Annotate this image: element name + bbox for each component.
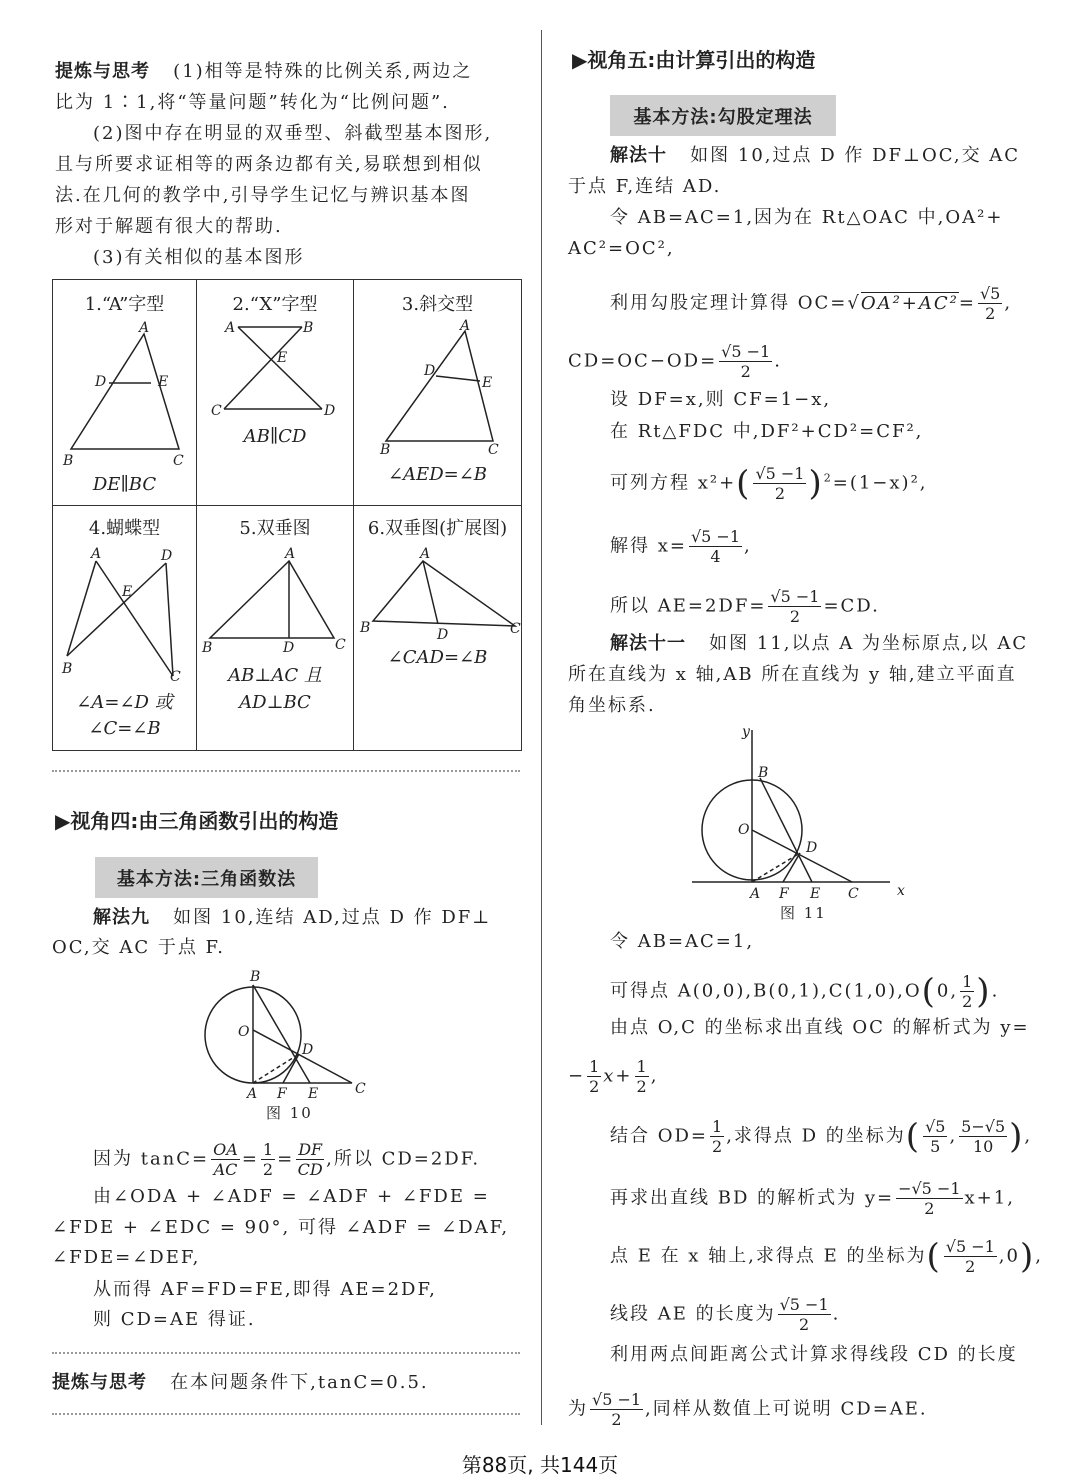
- x-shape-diagram: [197, 280, 353, 506]
- cell-title: 2.“X”字型: [232, 294, 318, 315]
- cell-title: 1.“A”字型: [84, 294, 165, 315]
- text: 线段 AE 的长度为: [610, 1303, 776, 1325]
- text: 0,: [936, 980, 959, 1002]
- figure-10: [195, 970, 395, 1100]
- cell-caption: ∠C=∠B: [88, 718, 161, 739]
- cell-caption: AB∥CD: [243, 426, 307, 447]
- cell-title: 3.斜交型: [401, 294, 474, 315]
- figure-cell-oblique: [354, 280, 522, 506]
- svg-text:D: D: [95, 374, 107, 390]
- svg-text:E: E: [308, 1086, 319, 1100]
- distance-line: 利用两点间距离公式计算求得线段 CD 的长度: [610, 1344, 1018, 1365]
- sol10-line-1: 于点 F,连结 AD.: [568, 176, 722, 197]
- cell-title: 4.蝴蝶型: [88, 518, 161, 539]
- think1-line-2: (2)图中存在明显的双垂型、斜截型基本图形,: [93, 123, 493, 144]
- svg-text:A: A: [420, 546, 431, 562]
- radicand: OA²+AC²: [860, 292, 959, 314]
- text: .: [774, 350, 782, 372]
- svg-text:C: C: [173, 453, 184, 469]
- svg-text:E: E: [277, 350, 288, 366]
- similar-figures-table: [52, 279, 522, 751]
- let-line: 令 AB=AC=1,: [610, 931, 755, 952]
- svg-text:O: O: [238, 1024, 250, 1040]
- fraction: $\frac{OA}{AC}$: [213, 1140, 238, 1179]
- paren: ): [1019, 1236, 1036, 1277]
- cell-caption: AB⊥AC 且: [228, 665, 322, 686]
- svg-text:B: B: [360, 620, 371, 636]
- dotted-divider: [52, 1352, 520, 1354]
- ae-length-line: [610, 1295, 840, 1334]
- svg-text:D: D: [161, 548, 173, 564]
- sqrt: √: [847, 292, 861, 314]
- text: 利用勾股定理计算得 OC=: [610, 292, 848, 314]
- paren: (: [921, 971, 937, 1012]
- extended-diagram: [354, 506, 525, 752]
- svg-text:y: y: [742, 724, 750, 740]
- text: ,: [744, 535, 752, 557]
- paren: (: [926, 1236, 942, 1277]
- svg-text:x: x: [897, 883, 905, 899]
- bd-equation-line: [610, 1179, 1015, 1218]
- svg-text:C: C: [211, 403, 222, 419]
- paren: ): [808, 463, 824, 504]
- cd-line: [568, 342, 782, 381]
- svg-text:B: B: [62, 661, 73, 677]
- svg-text:C: C: [848, 886, 859, 900]
- fraction: $\frac{DF}{CD}$: [297, 1140, 323, 1179]
- svg-text:C: C: [488, 442, 499, 458]
- text: 如图 11,以点 A 为坐标原点,以 AC: [709, 633, 1029, 654]
- tan-line: [93, 1140, 480, 1179]
- cell-title: 5.双垂图: [239, 518, 311, 539]
- fraction: $\frac{5-√5}{10}$: [961, 1117, 1006, 1156]
- points-line: [610, 972, 999, 1011]
- think2-label: 提炼与思考: [52, 1372, 147, 1393]
- sol10-line-2: 令 AB=AC=1,因为在 Rt△OAC 中,OA²+: [610, 207, 1004, 228]
- text: ,: [949, 1125, 958, 1147]
- text: .: [832, 1303, 841, 1325]
- fraction: $\frac{√5}{2}$: [979, 284, 1001, 323]
- cell-caption: ∠CAD=∠B: [387, 647, 488, 668]
- text: 为: [568, 1398, 588, 1420]
- svg-text:O: O: [738, 822, 750, 838]
- svg-text:B: B: [758, 765, 769, 781]
- text: x+1,: [964, 1187, 1015, 1209]
- svg-text:B: B: [202, 640, 213, 656]
- text: 因为 tanC=: [93, 1148, 210, 1170]
- sol9-line-1: OC,交 AC 于点 F.: [52, 937, 225, 958]
- cell-caption: ∠A=∠D 或: [76, 692, 173, 713]
- sol11-line-0: [610, 631, 1028, 657]
- fraction: $\frac{1}{2}$: [962, 972, 973, 1011]
- text: 解得 x=: [610, 535, 687, 557]
- think1-line-0: [55, 59, 472, 85]
- fraction: $\frac{√5 -1}{2}$: [755, 464, 805, 503]
- solve-line: [610, 527, 752, 566]
- svg-text:D: D: [324, 403, 336, 419]
- paren: (: [905, 1116, 922, 1157]
- think1-line-1: 比为 1∶1,将“等量问题”转化为“比例问题”.: [55, 92, 450, 113]
- double-perpendicular-diagram: [197, 506, 353, 752]
- rt-line: 在 Rt△FDC 中,DF²+CD²=CF²,: [610, 421, 924, 442]
- e-coordinate-line: [610, 1237, 1043, 1276]
- d-coordinate-line: [610, 1117, 1032, 1156]
- sol9-label: 解法九: [93, 907, 150, 928]
- figure-cell-x-shape: [197, 280, 354, 506]
- cell-title: 6.双垂图(扩展图): [367, 518, 508, 539]
- svg-text:D: D: [806, 840, 818, 856]
- text: ,: [1024, 1125, 1033, 1147]
- svg-text:C: C: [510, 621, 521, 637]
- oc-line: [610, 284, 1012, 323]
- text: (1)相等是特殊的比例关系,两边之: [173, 61, 473, 82]
- butterfly-diagram: [53, 506, 196, 752]
- svg-text:A: A: [247, 1086, 258, 1100]
- svg-text:F: F: [779, 886, 789, 900]
- text: 可列方程 x²+: [610, 472, 737, 494]
- text: ,同样从数值上可说明 CD=AE.: [645, 1398, 928, 1420]
- text: CD=OC−OD=: [568, 350, 718, 372]
- svg-text:C: C: [355, 1081, 366, 1097]
- figure-11: [680, 720, 920, 900]
- svg-text:C: C: [170, 669, 181, 685]
- paren: ): [1009, 1116, 1025, 1157]
- cell-caption: AD⊥BC: [239, 692, 311, 713]
- proof-line-1: ∠FDE + ∠EDC = 90°, 可得 ∠ADF = ∠DAF,: [52, 1217, 510, 1238]
- svg-text:F: F: [277, 1086, 287, 1100]
- fraction: $\frac{-√5 -1}{2}$: [898, 1179, 961, 1218]
- text: =CD.: [823, 595, 880, 617]
- text: ,0: [998, 1245, 1020, 1267]
- think1-line-3: 且与所要求证相等的两条边都有关,易联想到相似: [55, 154, 483, 175]
- svg-text:B: B: [63, 453, 74, 469]
- sol10-line-3: AC²=OC²,: [568, 238, 675, 259]
- figure-11-caption: 图 11: [780, 904, 827, 922]
- section4-heading: ▶视角四:由三角函数引出的构造: [55, 809, 339, 833]
- sol10-line-0: [610, 143, 1020, 169]
- svg-text:B: B: [250, 970, 261, 985]
- fraction: $\frac{√5 -1}{4}$: [690, 527, 741, 566]
- figure-10-caption: 图 10: [266, 1104, 313, 1122]
- svg-text:E: E: [482, 375, 493, 391]
- text: ,求得点 D 的坐标为: [726, 1125, 906, 1147]
- fraction: $\frac{1}{2}$: [712, 1117, 723, 1156]
- svg-text:A: A: [750, 886, 761, 900]
- text: 结合 OD=: [610, 1125, 708, 1147]
- text: 点 E 在 x 轴上,求得点 E 的坐标为: [610, 1245, 927, 1267]
- dotted-divider: [52, 1413, 520, 1415]
- text: 可得点 A(0,0),B(0,1),C(1,0),O: [610, 980, 922, 1002]
- cell-caption: DE∥BC: [92, 474, 157, 495]
- svg-text:E: E: [810, 886, 821, 900]
- proof-line-3: 从而得 AF=FD=FE,即得 AE=2DF,: [93, 1279, 437, 1300]
- text: ,所以 CD=2DF.: [326, 1148, 481, 1170]
- figure-cell-double-perpendicular: [197, 506, 354, 751]
- think1-line-6: (3)有关相似的基本图形: [93, 247, 305, 268]
- fraction: $\frac{1}{2}$: [262, 1140, 274, 1179]
- text: ,: [1035, 1245, 1043, 1267]
- sol9-line-0: [93, 905, 491, 931]
- svg-text:D: D: [283, 640, 295, 656]
- text: 再求出直线 BD 的解析式为 y=: [610, 1187, 895, 1209]
- proof-line-2: ∠FDE=∠DEF,: [52, 1247, 201, 1268]
- svg-text:A: A: [139, 320, 150, 336]
- fraction: $\frac{√5 -1}{2}$: [779, 1295, 829, 1334]
- text: =(1−x)²,: [832, 472, 928, 494]
- text: =: [277, 1148, 295, 1170]
- fraction: $\frac{√5 -1}{2}$: [592, 1390, 642, 1429]
- svg-text:D: D: [437, 627, 449, 643]
- text: 如图 10,过点 D 作 DF⊥OC,交 AC: [690, 145, 1021, 166]
- svg-text:A: A: [285, 546, 296, 562]
- svg-text:D: D: [424, 363, 436, 379]
- ae-line: [610, 587, 880, 626]
- svg-text:A: A: [225, 320, 236, 336]
- cell-caption: ∠AED=∠B: [387, 464, 488, 485]
- paren: (: [736, 463, 752, 504]
- figure-cell-double-perpendicular-extended: [354, 506, 522, 751]
- text: −: [568, 1065, 586, 1087]
- text: 所以 AE=2DF=: [610, 595, 767, 617]
- a-shape-diagram: [53, 280, 196, 506]
- set-line: 设 DF=x,则 CF=1−x,: [610, 389, 832, 410]
- sol11-line-1: 所在直线为 x 轴,AB 所在直线为 y 轴,建立平面直: [568, 664, 1017, 685]
- think1-line-4: 法.在几何的教学中,引导学生记忆与辨识基本图: [55, 185, 471, 206]
- fraction: $\frac{1}{2}$: [636, 1057, 647, 1096]
- proof-line-0: 由∠ODA + ∠ADF = ∠ADF + ∠FDE =: [93, 1186, 490, 1207]
- sol11-line-2: 角坐标系.: [568, 695, 656, 716]
- sol11-label: 解法十一: [610, 633, 686, 654]
- paren: ): [976, 971, 992, 1012]
- think1-label: 提炼与思考: [55, 61, 150, 82]
- fraction: $\frac{√5 -1}{2}$: [721, 342, 771, 381]
- svg-text:D: D: [302, 1042, 314, 1058]
- section5-method-box: 基本方法:勾股定理法: [610, 95, 836, 136]
- page-footer: 第88页, 共144页: [461, 1453, 619, 1477]
- svg-text:E: E: [122, 584, 133, 600]
- text: =: [241, 1148, 259, 1170]
- text: ,: [1004, 292, 1013, 314]
- figure-cell-a-shape: [53, 280, 197, 506]
- section5-heading: ▶视角五:由计算引出的构造: [572, 48, 816, 72]
- section4-method-box: 基本方法:三角函数法: [95, 857, 318, 898]
- equation-line: [610, 464, 928, 503]
- fraction: $\frac{√5 -1}{2}$: [945, 1237, 995, 1276]
- fraction: $\frac{√5}{5}$: [925, 1117, 946, 1156]
- svg-text:B: B: [380, 442, 391, 458]
- exponent: 2: [823, 471, 833, 485]
- dotted-divider: [52, 770, 520, 772]
- svg-text:E: E: [158, 374, 169, 390]
- svg-text:C: C: [335, 637, 346, 653]
- text: .: [991, 980, 1000, 1002]
- think1-line-5: 形对于解题有很大的帮助.: [55, 216, 283, 237]
- sol10-label: 解法十: [610, 145, 667, 166]
- text: 在本问题条件下,tanC=0.5.: [170, 1372, 429, 1393]
- svg-text:B: B: [303, 320, 314, 336]
- think2-line: [52, 1370, 429, 1396]
- text: x+: [603, 1065, 633, 1087]
- column-divider: [541, 30, 542, 1425]
- figure-cell-butterfly: [53, 506, 197, 751]
- oc-equation-line-2: [568, 1057, 658, 1096]
- fraction: $\frac{1}{2}$: [589, 1057, 600, 1096]
- text: =: [958, 292, 976, 314]
- svg-text:A: A: [460, 318, 471, 334]
- text: 如图 10,连结 AD,过点 D 作 DF⊥: [173, 907, 492, 928]
- final-line: [568, 1390, 928, 1429]
- fraction: $\frac{√5 -1}{2}$: [770, 587, 820, 626]
- text: ,: [650, 1065, 659, 1087]
- oc-equation-line-1: 由点 O,C 的坐标求出直线 OC 的解析式为 y=: [610, 1017, 1030, 1038]
- proof-line-4: 则 CD=AE 得证.: [93, 1309, 256, 1330]
- svg-text:A: A: [91, 546, 102, 562]
